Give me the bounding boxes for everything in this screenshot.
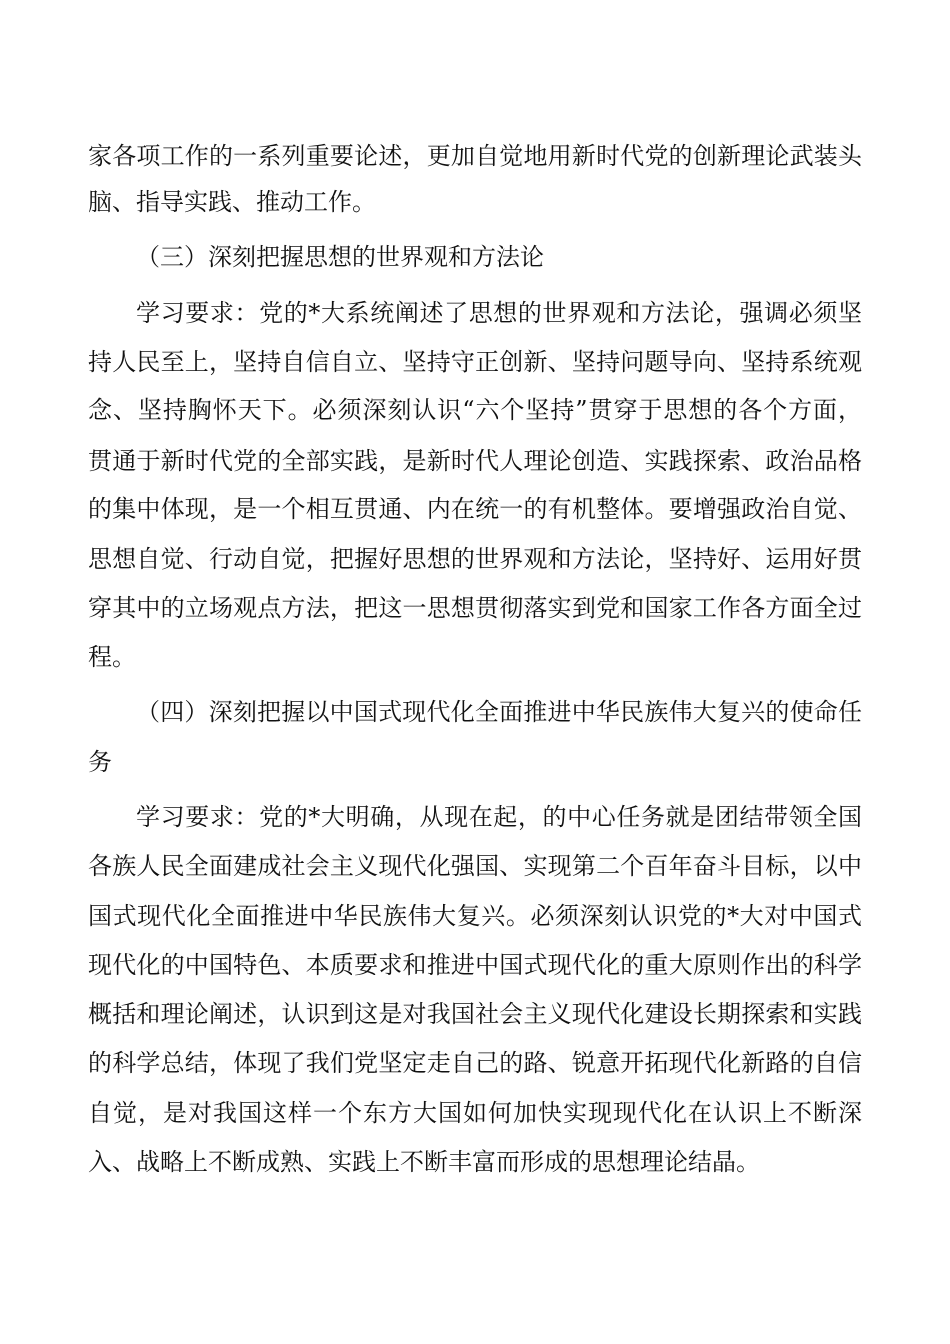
text-line: 自觉，是对我国这样一个东方大国如何加快实现现代化在认识上不断深: [88, 1099, 862, 1127]
section-heading: 务: [88, 748, 112, 776]
text-line: 概括和理论阐述，认识到这是对我国社会主义现代化建设长期探索和实践: [88, 1000, 862, 1028]
section-heading: （四）深刻把握以中国式现代化全面推进中华民族伟大复兴的使命任: [136, 698, 862, 726]
text-line: 脑、指导实践、推动工作。: [88, 188, 376, 216]
text-line: 贯通于新时代党的全部实践，是新时代人理论创造、实践探索、政治品格: [88, 447, 862, 475]
text-line: 现代化的中国特色、本质要求和推进中国式现代化的重大原则作出的科学: [88, 951, 862, 979]
text-line: 穿其中的立场观点方法，把这一思想贯彻落实到党和国家工作各方面全过: [88, 594, 862, 622]
text-line: 各族人民全面建成社会主义现代化强国、实现第二个百年奋斗目标，以中: [88, 852, 862, 880]
text-line: 入、战略上不断成熟、实践上不断丰富而形成的思想理论结晶。: [88, 1148, 760, 1176]
text-line: 的集中体现，是一个相互贯通、内在统一的有机整体。要增强政治自觉、: [88, 495, 862, 523]
section-heading: （三）深刻把握思想的世界观和方法论: [136, 243, 544, 271]
text-line: 持人民至上，坚持自信自立、坚持守正创新、坚持问题导向、坚持系统观: [88, 348, 862, 376]
text-line: 学习要求：党的*大系统阐述了思想的世界观和方法论，强调必须坚: [136, 299, 862, 327]
text-line: 的科学总结，体现了我们党坚定走自己的路、锐意开拓现代化新路的自信: [88, 1049, 862, 1077]
text-line: 学习要求：党的*大明确，从现在起，的中心任务就是团结带领全国: [136, 803, 862, 831]
text-line: 程。: [88, 643, 136, 671]
text-line: 思想自觉、行动自觉，把握好思想的世界观和方法论，坚持好、运用好贯: [88, 545, 862, 573]
text-line: 国式现代化全面推进中华民族伟大复兴。必须深刻认识党的*大对中国式: [88, 902, 862, 930]
text-line: 念、坚持胸怀天下。必须深刻认识“六个坚持”贯穿于思想的各个方面，: [88, 396, 862, 424]
text-line: 家各项工作的一系列重要论述，更加自觉地用新时代党的创新理论武装头: [88, 142, 862, 170]
